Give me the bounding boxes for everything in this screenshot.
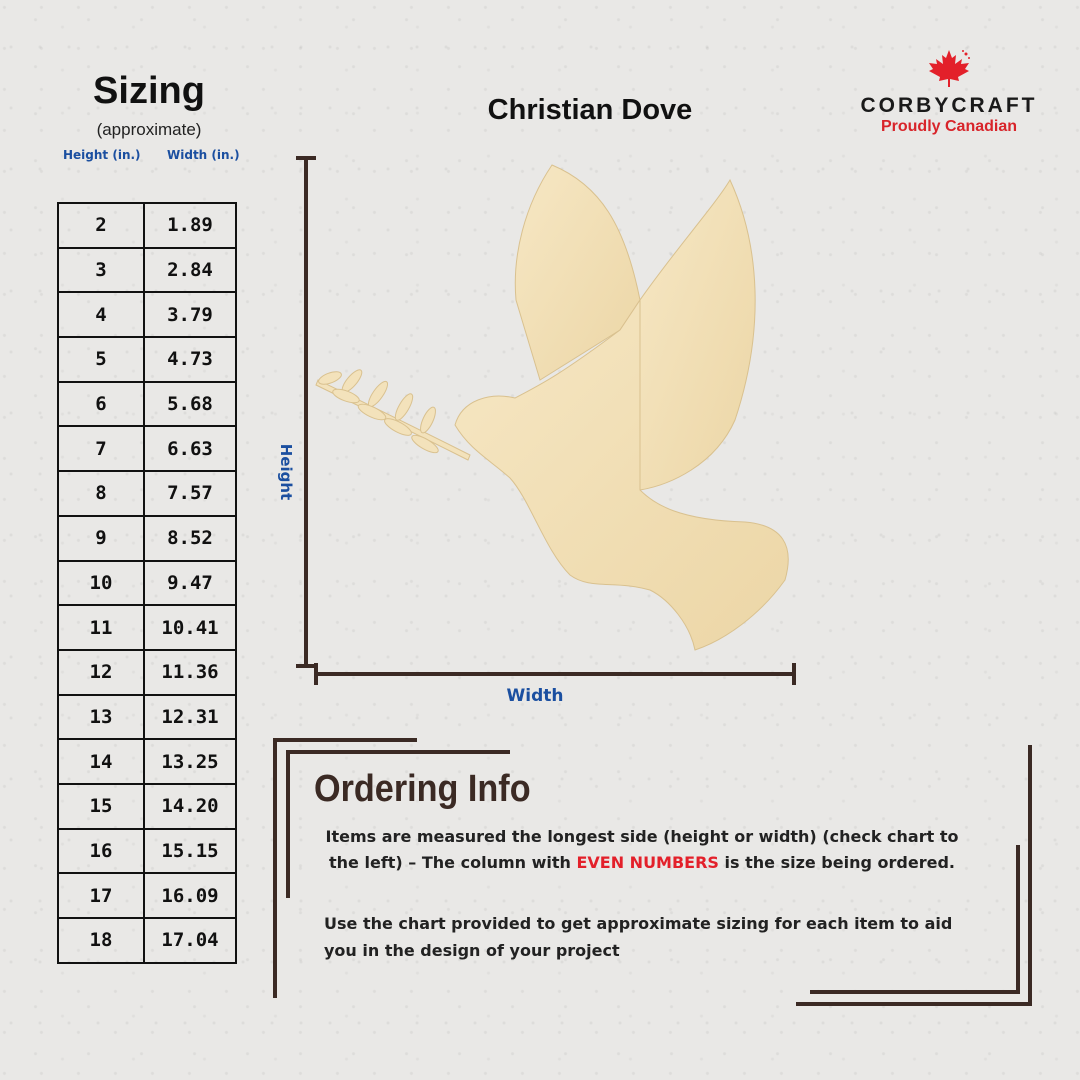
width-cell: 14.20 [144,784,236,829]
height-cell: 14 [58,739,144,784]
width-label: Width [506,686,564,706]
height-cell: 5 [58,337,144,382]
width-cell: 15.15 [144,829,236,874]
ordering-title: Ordering Info [314,768,531,810]
width-cell: 10.41 [144,605,236,650]
brand-tagline: Proudly Canadian [880,118,1018,135]
width-cell: 7.57 [144,471,236,516]
width-cell: 16.09 [144,873,236,918]
height-cell: 6 [58,382,144,427]
height-cell: 16 [58,829,144,874]
ordering-text-after: is the size being ordered. [718,852,955,872]
height-cell: 13 [58,695,144,740]
height-label: Height [277,443,295,501]
ordering-text-before: Items are measured the longest side (height or width) (check chart to the left) – The column with [325,827,959,872]
width-cell: 6.63 [144,426,236,471]
width-cell: 1.89 [144,203,236,248]
ordering-paragraph-2: Use the chart provided to get approximate sizing for each item to aid you in the design of your project [324,914,953,960]
height-cell: 10 [58,561,144,606]
width-cell: 4.73 [144,337,236,382]
width-cell: 2.84 [144,248,236,293]
width-cell: 17.04 [144,918,236,963]
sizing-subtitle: (approximate) [96,120,202,139]
width-cell: 5.68 [144,382,236,427]
height-cell: 12 [58,650,144,695]
width-cell: 12.31 [144,695,236,740]
height-cell: 11 [58,605,144,650]
width-column-header: Width (in.) [167,148,240,162]
product-title: Christian Dove [487,94,693,126]
brand-name: CORBYCRAFT [860,94,1038,117]
height-column-header: Height (in.) [63,148,141,162]
width-cell: 13.25 [144,739,236,784]
even-numbers-highlight: EVEN NUMBERS [576,852,719,872]
width-cell: 3.79 [144,292,236,337]
olive-branch-icon [316,367,470,460]
height-dimension-line [296,158,316,666]
height-cell: 4 [58,292,144,337]
height-cell: 17 [58,873,144,918]
ordering-paragraph-1 [318,824,966,875]
height-cell: 8 [58,471,144,516]
width-cell: 8.52 [144,516,236,561]
width-cell: 9.47 [144,561,236,606]
height-cell: 7 [58,426,144,471]
height-cell: 2 [58,203,144,248]
width-dimension-line [316,663,794,685]
height-cell: 18 [58,918,144,963]
width-cell: 11.36 [144,650,236,695]
height-cell: 3 [58,248,144,293]
height-cell: 9 [58,516,144,561]
dove-icon [455,165,788,650]
height-cell: 15 [58,784,144,829]
sizing-title: Sizing [93,70,205,112]
